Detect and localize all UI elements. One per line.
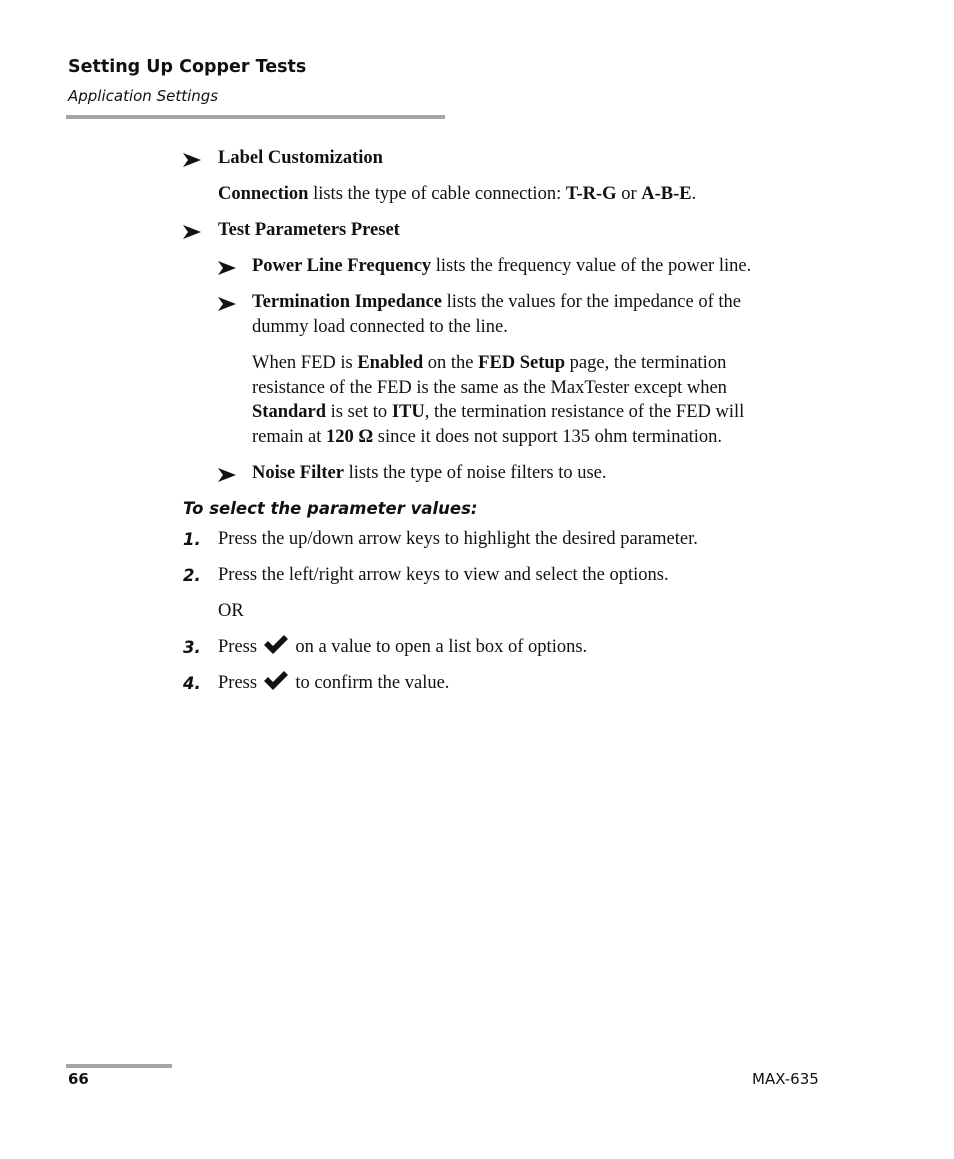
page-number: 66 <box>68 1070 89 1088</box>
checkmark-icon <box>263 671 289 691</box>
arrow-bullet-icon <box>218 468 236 482</box>
step-text: Press the up/down arrow keys to highlight the desired parameter. <box>218 529 698 549</box>
procedure-title: To select the parameter values: <box>183 499 478 518</box>
subitem-termination-impedance-cont: dummy load connected to the line. <box>252 317 508 337</box>
arrow-bullet-icon <box>183 153 201 167</box>
section-title: Application Settings <box>68 87 219 105</box>
step-number: 4. <box>183 674 201 693</box>
or-label: OR <box>218 601 244 621</box>
step-text: Press the left/right arrow keys to view and select the options. <box>218 565 669 585</box>
fed-note-line1: When FED is Enabled on the FED Setup page, the termination <box>252 353 727 373</box>
item-test-parameters-title: Test Parameters Preset <box>218 220 400 240</box>
arrow-bullet-icon <box>218 297 236 311</box>
step-number: 3. <box>183 638 201 657</box>
footer-divider <box>66 1064 172 1068</box>
model-name: MAX-635 <box>752 1070 819 1088</box>
step-number: 2. <box>183 566 201 585</box>
header-divider <box>66 115 445 119</box>
item-label-customization-desc: Connection lists the type of cable connection: T-R-G or A-B-E. <box>218 184 697 204</box>
arrow-bullet-icon <box>183 225 201 239</box>
subitem-noise-filter: Noise Filter lists the type of noise filters to use. <box>252 463 607 483</box>
fed-note-line3: Standard is set to ITU, the termination resistance of the FED will <box>252 402 745 422</box>
checkmark-icon <box>263 635 289 655</box>
fed-note-line2: resistance of the FED is the same as the MaxTester except when <box>252 378 727 398</box>
step-text: Press on a value to open a list box of options. <box>218 637 588 657</box>
subitem-power-line-frequency: Power Line Frequency lists the frequency value of the power line. <box>252 256 752 276</box>
arrow-bullet-icon <box>218 261 236 275</box>
item-label-customization-title: Label Customization <box>218 148 383 168</box>
step-number: 1. <box>183 530 201 549</box>
fed-note-line4: remain at 120 Ω since it does not support 135 ohm termination. <box>252 427 723 447</box>
term-connection: Connection <box>218 184 309 204</box>
step-text: Press to confirm the value. <box>218 673 450 693</box>
chapter-title: Setting Up Copper Tests <box>68 57 307 77</box>
subitem-termination-impedance: Termination Impedance lists the values for the impedance of the <box>252 292 741 312</box>
